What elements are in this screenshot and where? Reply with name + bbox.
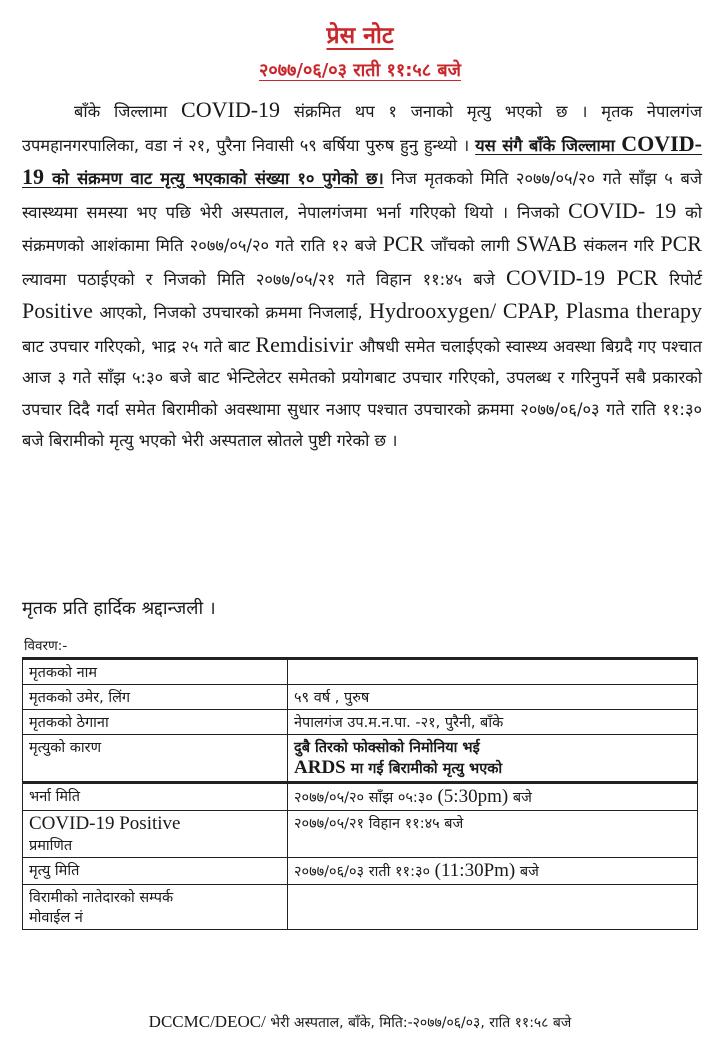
address-value: नेपालगंज उप.म.न.पा. -२१, पुरैनी, बाँके: [288, 710, 698, 735]
table-row: [23, 783, 698, 811]
details-label: विवरण:-: [24, 638, 68, 654]
relative-contact-label: विरामीको नातेदारको सम्पर्क मोवाईल नं: [23, 885, 288, 930]
table-row: [23, 885, 698, 930]
admission-date-label: भर्ना मिति: [23, 783, 288, 811]
table-row: [23, 685, 698, 710]
cause-of-death-value: दुबै तिरको फोक्सोको निमोनिया भई ARDS मा गई बिरामीको मृत्यु भएको: [288, 735, 698, 783]
condolence-line: मृतक प्रति हार्दिक श्रद्दान्जली ।: [22, 598, 216, 619]
relative-contact-value: [288, 885, 698, 930]
address-label: मृतकको ठेगाना: [23, 710, 288, 735]
deceased-name-label: मृतकको नाम: [23, 659, 288, 685]
details-table: [22, 657, 698, 930]
positive-confirmed-value: २०७७/०५/२१ विहान ११:४५ बजे: [288, 811, 698, 858]
deceased-name-value: [288, 659, 698, 685]
table-row: [23, 659, 698, 685]
death-date-value: २०७७/०६/०३ राती ११:३० (11:30Pm) बजे: [288, 858, 698, 885]
table-row: [23, 710, 698, 735]
cause-of-death-label: मृत्युको कारण: [23, 735, 288, 783]
table-row: [23, 858, 698, 885]
age-gender-label: मृतकको उमेर, लिंग: [23, 685, 288, 710]
table-row: [23, 811, 698, 858]
highlight-statement: यस संगै बाँके जिल्लामा COVID- 19 को संक्रमण वाट मृत्यु भएकाको संख्या १० पुगेको छ।: [22, 130, 702, 189]
footer-signature: DCCMC/DEOC/ भेरी अस्पताल, बाँके, मिति:-२०७७/०६/०३, राति ११:५८ बजे: [148, 1012, 572, 1031]
admission-date-value: २०७७/०५/२० साँझ ०५:३० (5:30pm) बजे: [288, 783, 698, 811]
death-date-label: मृत्यु मिति: [23, 858, 288, 885]
table-row: [23, 735, 698, 783]
press-note-title: प्रेस नोट: [326, 23, 394, 49]
positive-confirmed-label: COVID-19 Positive प्रमाणित: [23, 811, 288, 858]
age-gender-value: ५९ वर्ष , पुरुष: [288, 685, 698, 710]
press-note-datetime: २०७७/०६/०३ राती ११:५८ बजे: [258, 60, 462, 81]
press-note-body: बाँके जिल्लामा COVID-19 संक्रमित थप १ जनाको मृत्यु भएको छ । मृतक नेपालगंज उपमहानगरपालिका, वडा नं २१, पुरैना निवासी ५९ बर्षिया पुरुष हुनु हुन्थ्यो । यस संगै बाँके जिल्लामा COVID- 19 को संक्रमण वाट मृत्यु भएकाको संख्या १० पुगेको छ। निज मृतकको मिति २०७७/०५/२० गते साँझ ५ बजे स्वास्थ्यमा समस्या भए पछि भेरी अस्पताल, नेपालगंजमा भर्ना गरिएको थियो । निजको COVID- 19 को संक्रमणको आशंकामा मिति २०७७/०५/२० गते राति १२ बजे PCR जाँचको लागी SWAB संकलन गरि PCR ल्यावमा पठाईएको र निजको मिति २०७७/०५/२१ गते विहान ११:४५ बजे COVID-19 PCR रिपोर्ट Positive आएको, निजको उपचारको क्रममा निजलाई, Hydrooxygen/ CPAP, Plasma therapy बाट उपचार गरिएको, भाद्र २५ गते बाट Remdisivir औषधी समेत चलाईएको स्वास्थ्य अवस्था बिग्रदै गए पश्चात आज ३ गते साँझ ५:३० बजे बाट भेन्टिलेटर समेतको प्रयोगबाट उपचार गरिएको, उपलब्ध र गरिनुपर्ने सबै प्रकारको उपचार दिदै गर्दा समेत बिरामीको अवस्थामा सुधार नआए पश्चात उपचारको क्रममा २०७७/०६/०३ गते राति ११:३० बजे बिरामीको मृत्यु भएको भेरी अस्पताल स्रोतले पुष्टी गरेको छ ।: [22, 97, 703, 450]
